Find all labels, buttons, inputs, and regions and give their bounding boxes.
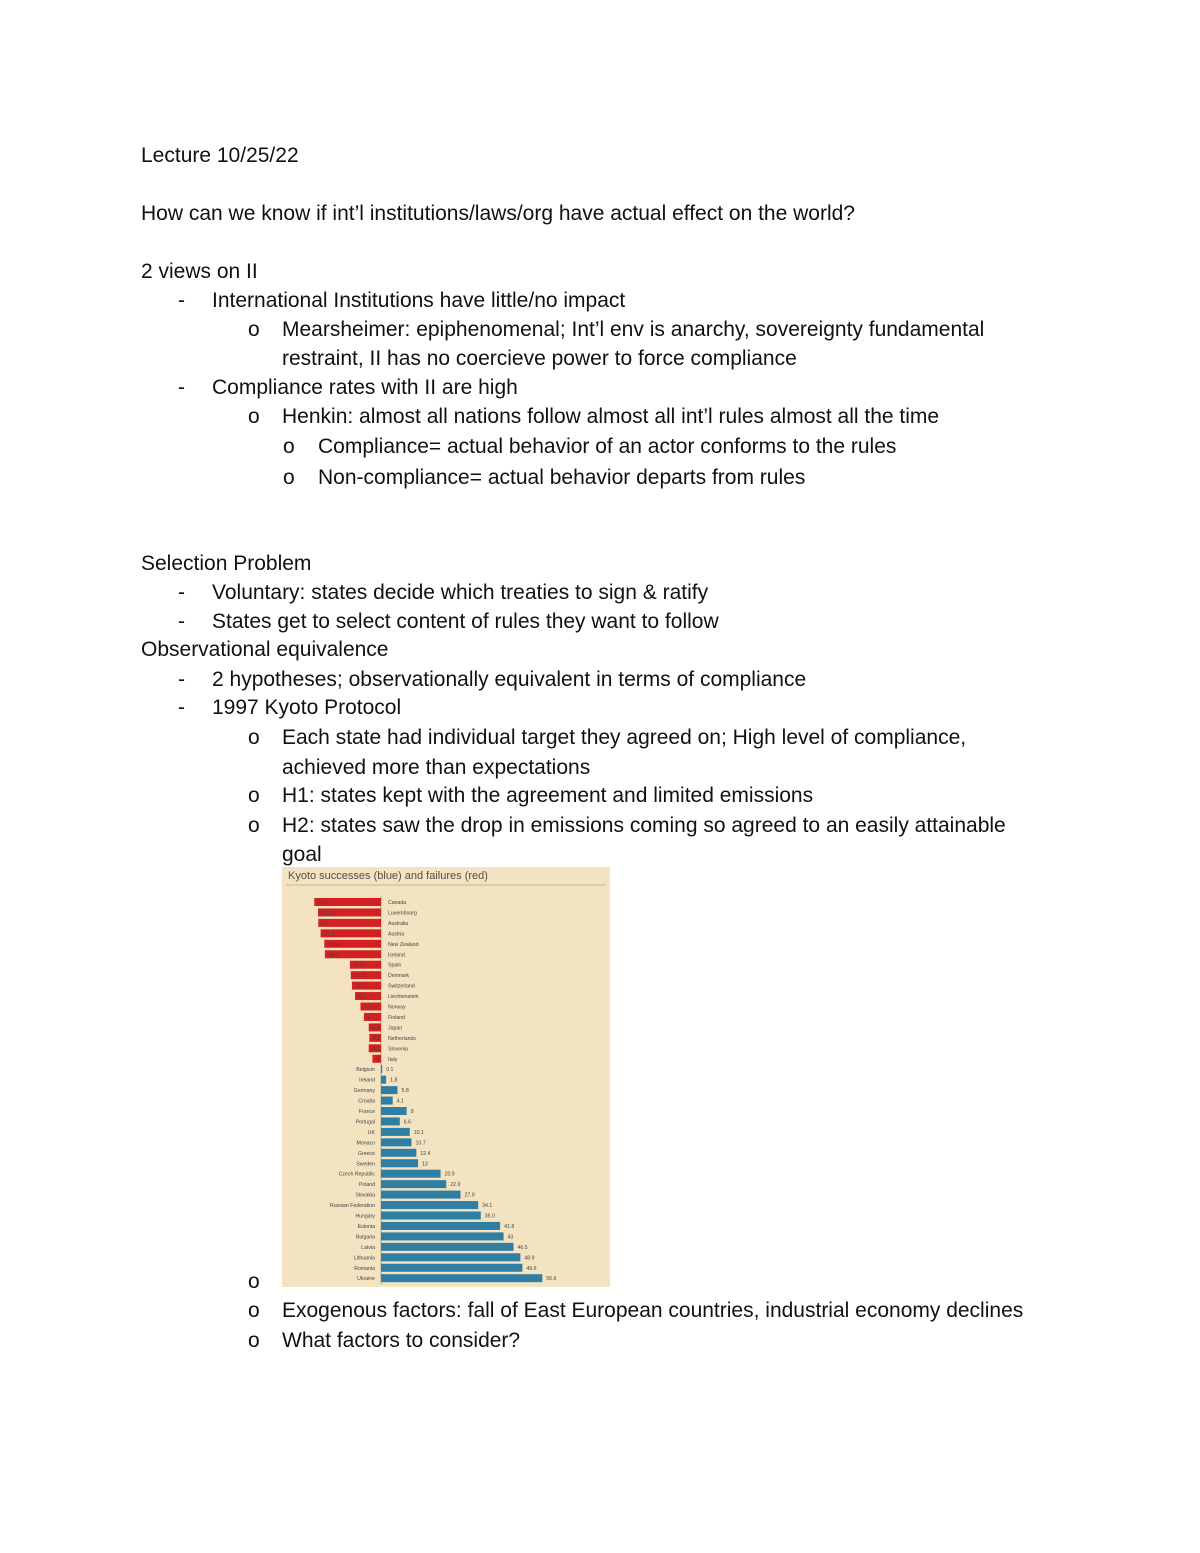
chart-category-label: Iceland	[388, 952, 405, 959]
page-title: Lecture 10/25/22	[141, 144, 299, 167]
circle-bullet: o	[248, 726, 260, 749]
kyoto-item-5: Exogenous factors: fall of East European countries, industrial economy declines	[282, 1299, 1024, 1322]
chart-category-label: Germany	[353, 1088, 375, 1095]
chart-value-label: 10.7	[415, 1140, 426, 1147]
chart-value-label: 1.8	[390, 1077, 398, 1084]
dash-bullet: -	[178, 581, 185, 604]
chart-bar	[381, 1138, 411, 1146]
circle-bullet: o	[283, 466, 295, 489]
obs-item-1: 2 hypotheses; observationally equivalent in terms of compliance	[212, 668, 807, 691]
chart-category-label: Norway	[388, 1004, 406, 1011]
chart-value-label: -6	[365, 1014, 371, 1021]
chart-bar	[381, 1170, 441, 1178]
chart-category-label: Monaco	[356, 1140, 375, 1147]
views-heading: 2 views on II	[141, 260, 258, 283]
chart-category-label: Ireland	[359, 1077, 375, 1084]
chart-category-label: Romania	[354, 1265, 375, 1272]
kyoto-chart-svg	[282, 867, 610, 1287]
view-2-sub-a: Compliance= actual behavior of an actor conforms to the rules	[318, 435, 897, 458]
chart-category-label: Bulgaria	[355, 1234, 375, 1241]
chart-bar	[381, 1128, 410, 1136]
circle-bullet: o	[248, 1329, 260, 1352]
kyoto-item-1-cont: achieved more than expectations	[282, 756, 591, 779]
chart-bar	[381, 1076, 386, 1084]
chart-value-label: -10.6	[352, 973, 365, 980]
chart-value-label: 49.6	[526, 1265, 537, 1272]
chart-value-label: 27.9	[464, 1192, 475, 1199]
chart-value-label: -22	[320, 920, 328, 927]
view-1-sub-cont: restraint, II has no coercieve power to force compliance	[282, 347, 797, 370]
chart-category-label: Spain	[388, 962, 402, 969]
chart-bar	[381, 1201, 478, 1209]
chart-value-label: 48.9	[524, 1255, 535, 1262]
obs-item-2: 1997 Kyoto Protocol	[212, 696, 402, 719]
selection-item-2: States get to select content of rules they want to follow	[212, 610, 719, 633]
circle-bullet: o	[248, 318, 260, 341]
chart-category-label: Finland	[388, 1014, 406, 1021]
chart-value-label: 22.9	[450, 1182, 461, 1189]
chart-category-label: Greece	[357, 1150, 375, 1157]
chart-value-label: 12.4	[420, 1150, 431, 1157]
obs-heading: Observational equivalence	[141, 638, 389, 661]
chart-category-label: New Zealand	[388, 941, 419, 948]
chart-value-label: 6.6	[403, 1119, 412, 1126]
chart-bar	[381, 1149, 416, 1157]
chart-value-label: 13	[422, 1161, 428, 1168]
chart-bar	[381, 1065, 382, 1073]
chart-category-label: Lithuania	[353, 1255, 375, 1262]
chart-bar	[381, 1159, 418, 1167]
chart-category-label: Italy	[388, 1056, 398, 1063]
chart-value-label: -22.1	[320, 910, 332, 917]
chart-value-label: -10.9	[351, 962, 364, 969]
selection-heading: Selection Problem	[141, 552, 312, 575]
chart-value-label: -4.3	[370, 1025, 380, 1032]
chart-value-label: 43	[507, 1234, 514, 1241]
chart-bar	[381, 1274, 542, 1282]
chart-value-label: -21.2	[322, 931, 335, 938]
chart-category-label: Poland	[358, 1182, 375, 1189]
lecture-question: How can we know if int’l institutions/laws/org have actual effect on the world?	[141, 202, 855, 225]
chart-category-label: Liechtenstein	[388, 994, 419, 1001]
kyoto-chart	[282, 867, 610, 1287]
chart-category-label: Estonia	[357, 1223, 375, 1230]
chart-category-label: Luxembourg	[388, 910, 417, 917]
chart-value-label: 9	[410, 1109, 414, 1115]
dash-bullet: -	[178, 696, 185, 719]
chart-value-label: -19.9	[326, 941, 339, 948]
chart-category-label: Australia	[388, 920, 409, 927]
selection-item-1: Voluntary: states decide which treaties to sign & ratify	[212, 581, 709, 604]
chart-bar	[381, 1117, 400, 1125]
chart-value-label: -3	[374, 1056, 380, 1063]
chart-category-label: France	[358, 1109, 375, 1115]
chart-category-label: Austria	[388, 931, 405, 938]
chart-category-label: Belgium	[356, 1067, 375, 1074]
chart-value-label: -4.3	[370, 1046, 380, 1053]
chart-value-label: -23.4	[316, 900, 329, 906]
chart-category-label: Canada	[388, 900, 407, 906]
chart-value-label: 41.8	[504, 1223, 515, 1230]
chart-bar	[381, 1086, 398, 1094]
circle-bullet: o	[248, 784, 260, 807]
chart-category-label: Czech Republic	[338, 1171, 375, 1178]
chart-value-label: 10.1	[413, 1129, 424, 1136]
circle-bullet: o	[248, 814, 260, 837]
chart-value-label: 0.1	[386, 1067, 394, 1074]
view-2: Compliance rates with II are high	[212, 376, 518, 399]
chart-value-label: 34.1	[482, 1203, 493, 1210]
chart-category-label: Russian Federation	[330, 1203, 375, 1210]
chart-value-label: 20.9	[444, 1171, 455, 1178]
chart-category-label: Slovakia	[355, 1192, 375, 1199]
chart-category-label: Denmark	[388, 973, 410, 980]
chart-bar	[381, 1222, 500, 1230]
view-2-sub: Henkin: almost all nations follow almost all int’l rules almost all the time	[282, 405, 940, 428]
chart-category-label: Sweden	[356, 1161, 375, 1168]
chart-category-label: Hungary	[355, 1213, 375, 1220]
chart-bar	[381, 1191, 461, 1199]
chart-bar	[381, 1243, 514, 1251]
dash-bullet: -	[178, 668, 185, 691]
dash-bullet: -	[178, 610, 185, 633]
chart-category-label: Japan	[388, 1025, 403, 1032]
chart-value-label: 46.5	[517, 1244, 528, 1251]
circle-bullet: o	[248, 1299, 260, 1322]
kyoto-item-2: H1: states kept with the agreement and limited emissions	[282, 784, 814, 807]
view-2-sub-b: Non-compliance= actual behavior departs from rules	[318, 466, 806, 489]
chart-category-label: Netherlands	[388, 1035, 416, 1042]
chart-value-label: -19.7	[326, 952, 339, 959]
chart-value-label: 5.8	[401, 1088, 409, 1095]
circle-bullet: o	[248, 405, 260, 428]
chart-category-label: Latvia	[361, 1244, 375, 1251]
chart-category-label: Ukraine	[357, 1276, 375, 1283]
chart-bar	[381, 1097, 393, 1105]
kyoto-item-3: H2: states saw the drop in emissions coming so agreed to an easily attainable	[282, 814, 1006, 837]
chart-value-label: -10.2	[353, 983, 366, 990]
chart-bar	[381, 1232, 504, 1240]
chart-value-label: -7.2	[362, 1004, 372, 1011]
chart-bar	[381, 1253, 520, 1261]
chart-title: Kyoto successes (blue) and failures (red)	[288, 870, 488, 882]
chart-category-label: Switzerland	[388, 983, 415, 990]
chart-category-label: Slovenia	[388, 1046, 408, 1053]
chart-value-label: 4.1	[396, 1098, 404, 1105]
view-1-sub: Mearsheimer: epiphenomenal; Int’l env is anarchy, sovereignty fundamental	[282, 318, 985, 341]
chart-category-label: Croatia	[358, 1098, 375, 1105]
dash-bullet: -	[178, 376, 185, 399]
circle-bullet: o	[283, 435, 295, 458]
chart-category-label: Portugal	[355, 1119, 375, 1126]
chart-value-label: -4.1	[371, 1035, 381, 1042]
circle-bullet: o	[248, 1270, 260, 1293]
chart-bar	[381, 1212, 481, 1220]
chart-value-label: 56.6	[546, 1276, 557, 1283]
chart-value-label: 35.0	[484, 1213, 495, 1220]
chart-bar	[381, 1180, 446, 1188]
chart-bar	[381, 1264, 522, 1272]
chart-value-label: -9.1	[357, 994, 367, 1001]
chart-bar	[381, 1107, 407, 1115]
dash-bullet: -	[178, 289, 185, 312]
kyoto-item-6: What factors to consider?	[282, 1329, 521, 1352]
kyoto-item-1: Each state had individual target they agreed on; High level of compliance,	[282, 726, 967, 749]
chart-category-label: UK	[367, 1129, 375, 1136]
view-1: International Institutions have little/no impact	[212, 289, 626, 312]
kyoto-item-3-cont: goal	[282, 843, 322, 866]
